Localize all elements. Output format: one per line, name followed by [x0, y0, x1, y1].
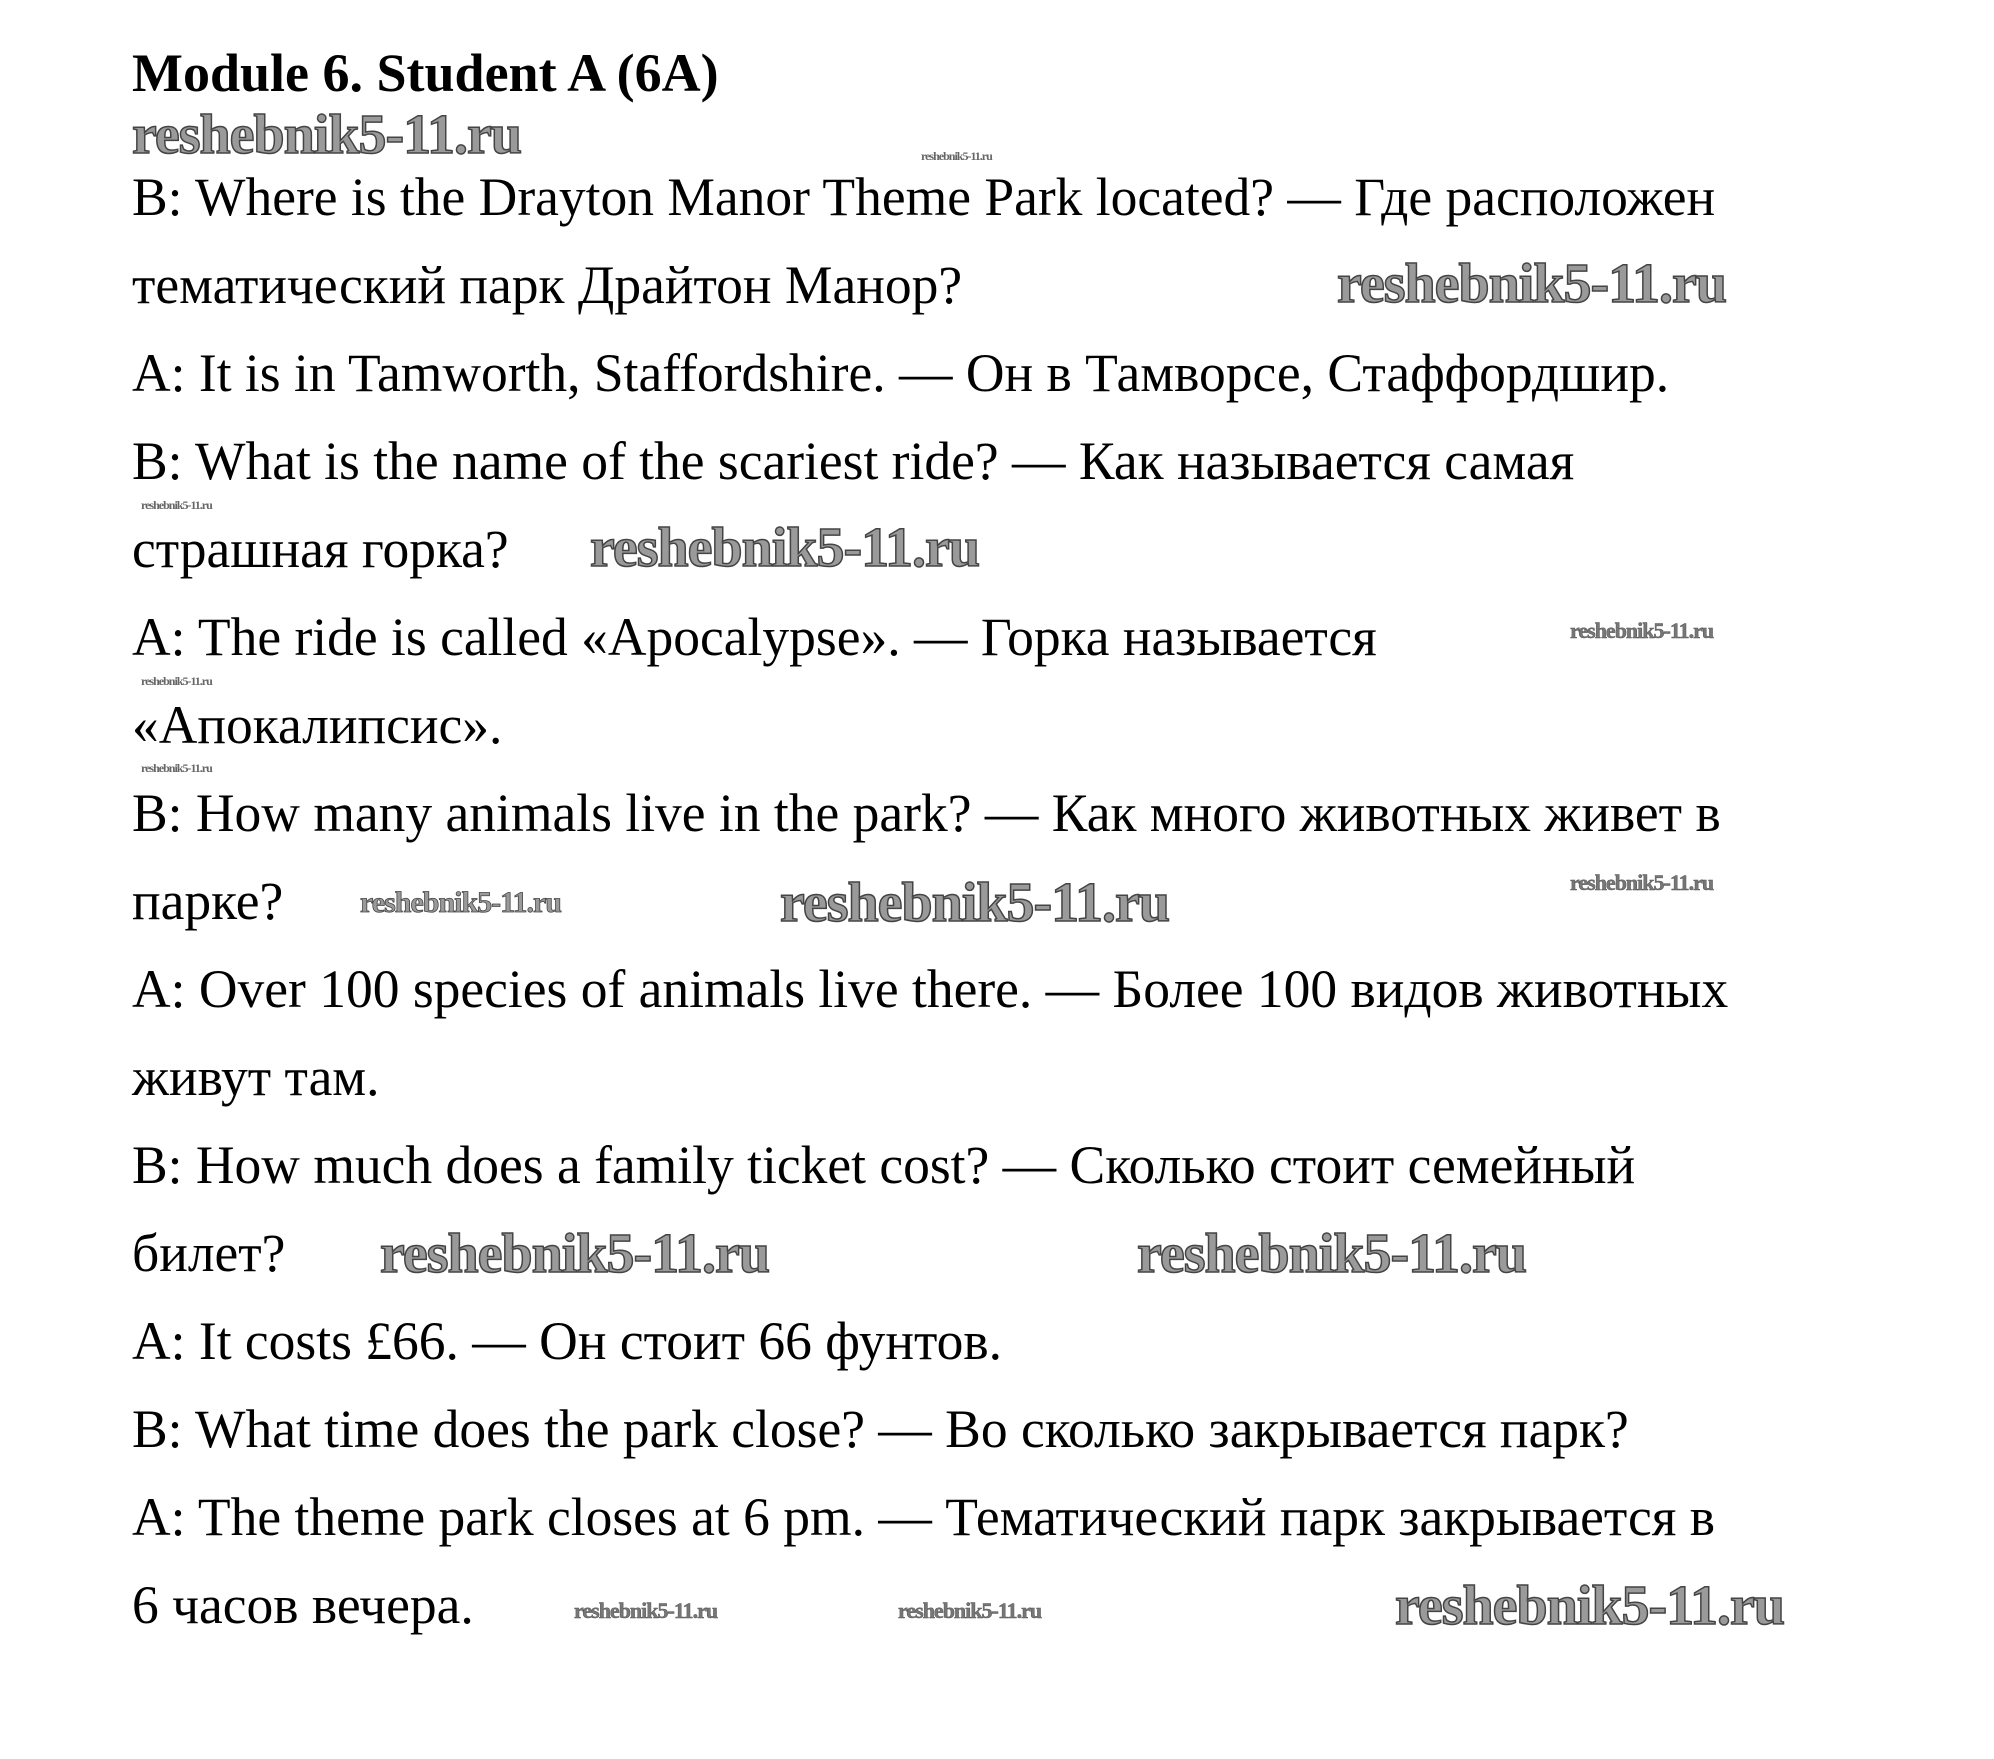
dialogue-line: B: How much does a family ticket cost? — Сколько стоит семейный [132, 1135, 1636, 1195]
dialogue-line: B: What time does the park close? — Во сколько закрывается парк? [132, 1399, 1629, 1459]
dialogue-line: 6 часов вечера. [132, 1575, 474, 1635]
watermark: reshebnik5-11.ru [1337, 253, 1727, 315]
dialogue-line: парке? [132, 871, 284, 931]
watermark: reshebnik5-11.ru [1570, 618, 1714, 643]
dialogue-line: билет? [132, 1223, 286, 1283]
dialogue-line: A: The ride is called «Apocalypse». — Горка называется [132, 607, 1377, 667]
dialogue-line: A: Over 100 species of animals live there. — Более 100 видов животных [132, 959, 1729, 1019]
dialogue-line: живут там. [132, 1047, 380, 1107]
dialogue-line: тематический парк Драйтон Манор? [132, 255, 963, 315]
page-title: Module 6. Student A (6A) [132, 43, 719, 103]
watermark: reshebnik5-11.ru [898, 1598, 1042, 1623]
watermark: reshebnik5-11.ru [574, 1598, 718, 1623]
watermark: reshebnik5-11.ru [132, 104, 522, 166]
watermark: reshebnik5-11.ru [141, 761, 212, 775]
watermark: reshebnik5-11.ru [141, 498, 212, 512]
dialogue-line: A: The theme park closes at 6 pm. — Тематический парк закрывается в [132, 1487, 1715, 1547]
watermark: reshebnik5-11.ru [141, 674, 212, 688]
watermark: reshebnik5-11.ru [1137, 1223, 1527, 1285]
dialogue-line: A: It costs £66. — Он стоит 66 фунтов. [132, 1311, 1003, 1371]
watermark: reshebnik5-11.ru [380, 1223, 770, 1285]
dialogue-line: B: Where is the Drayton Manor Theme Park located? — Где расположен [132, 167, 1716, 227]
watermark: reshebnik5-11.ru [921, 149, 992, 163]
dialogue-line: A: It is in Tamworth, Staffordshire. — Он в Тамворсе, Стаффордшир. [132, 343, 1670, 403]
watermark: reshebnik5-11.ru [1395, 1575, 1785, 1637]
dialogue-line: B: How many animals live in the park? — Как много животных живет в [132, 783, 1721, 843]
watermark: reshebnik5-11.ru [360, 886, 561, 919]
watermark: reshebnik5-11.ru [1570, 870, 1714, 895]
watermark: reshebnik5-11.ru [780, 872, 1170, 934]
dialogue-line: «Апокалипсис». [132, 695, 503, 755]
dialogue-line: страшная горка? [132, 519, 509, 579]
dialogue-line: B: What is the name of the scariest ride? — Как называется самая [132, 431, 1575, 491]
watermark: reshebnik5-11.ru [590, 517, 980, 579]
